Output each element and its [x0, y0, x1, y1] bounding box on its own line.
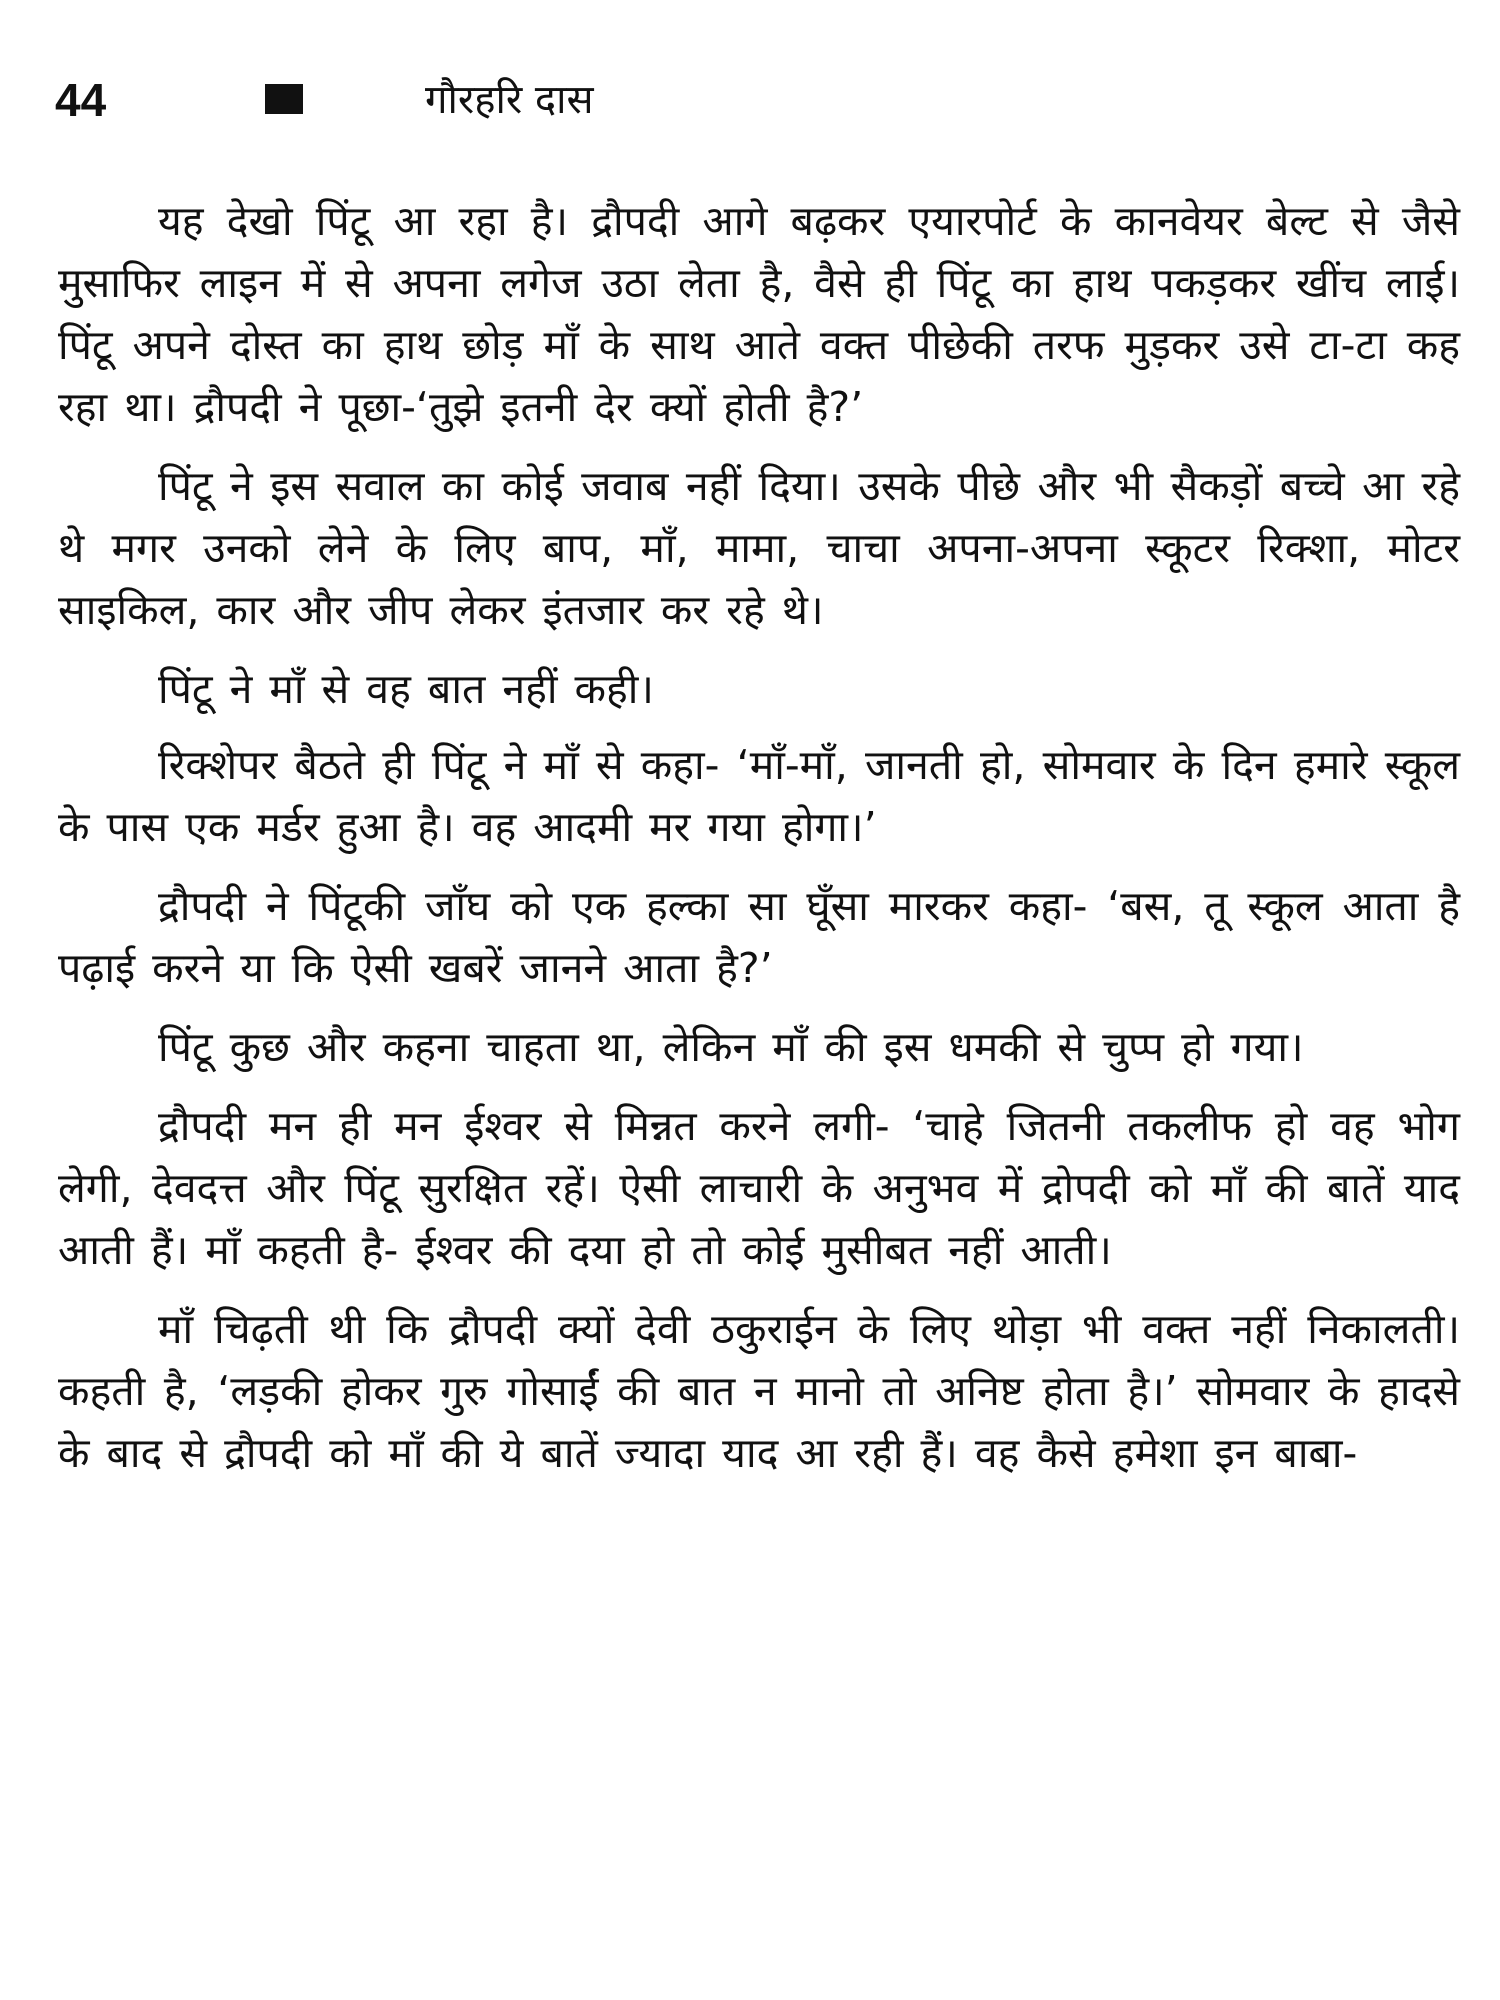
paragraph: रिक्शेपर बैठते ही पिंटू ने माँ से कहा- ‘माँ-माँ, जानती हो, सोमवार के दिन हमारे स्कूल के पास एक मर्डर हुआ है। वह आदमी मर गया होगा।’ [58, 741, 1460, 851]
paragraph: द्रौपदी मन ही मन ईश्वर से मिन्नत करने लगी- ‘चाहे जितनी तकलीफ हो वह भोग लेगी, देवदत्त और पिंटू सुरक्षित रहें। ऐसी लाचारी के अनुभव में द्रोपदी को माँ की बातें याद आती हैं। माँ कहती है- ईश्वर की दया हो तो कोई मुसीबत नहीं आती। [58, 1102, 1460, 1274]
running-head-author: गौरहरि दास [425, 77, 594, 123]
paragraph: माँ चिढ़ती थी कि द्रौपदी क्यों देवी ठकुराईन के लिए थोड़ा भी वक्त नहीं निकालती। कहती है, ‘लड़की होकर गुरु गोसाईं की बात न मानो तो अनिष्ट होता है।’ सोमवार के हादसे के बाद से द्रौपदी को माँ की ये बातें ज्यादा याद आ रही हैं। वह कैसे हमेशा इन बाबा- [58, 1305, 1460, 1477]
paragraph: यह देखो पिंटू आ रहा है। द्रौपदी आगे बढ़कर एयारपोर्ट के कानवेयर बेल्ट से जैसे मुसाफिर लाइन में से अपना लगेज उठा लेता है, वैसे ही पिंटू का हाथ पकड़कर खींच लाई। पिंटू अपने दोस्त का हाथ छोड़ माँ के साथ आते वक्त पीछेकी तरफ मुड़कर उसे टा-टा कह रहा था। द्रौपदी ने पूछा-‘तुझे इतनी देर क्यों होती है?’ [58, 197, 1460, 431]
body-text [58, 190, 1460, 1501]
page-header [55, 70, 1455, 130]
page-number: 44 [55, 74, 107, 126]
paragraph: पिंटू ने इस सवाल का कोई जवाब नहीं दिया। उसके पीछे और भी सैकड़ों बच्चे आ रहे थे मगर उनको लेने के लिए बाप, माँ, मामा, चाचा अपना-अपना स्कूटर रिक्शा, मोटर साइकिल, कार और जीप लेकर इंतजार कर रहे थे। [58, 462, 1460, 634]
paragraph: द्रौपदी ने पिंटूकी जाँघ को एक हल्का सा घूँसा मारकर कहा- ‘बस, तू स्कूल आता है पढ़ाई करने या कि ऐसी खबरें जानने आता है?’ [58, 882, 1460, 992]
header-square-ornament [265, 84, 303, 114]
paragraph: पिंटू कुछ और कहना चाहता था, लेकिन माँ की इस धमकी से चुप्प हो गया। [158, 1023, 1304, 1071]
paragraph: पिंटू ने माँ से वह बात नहीं कही। [158, 665, 654, 713]
